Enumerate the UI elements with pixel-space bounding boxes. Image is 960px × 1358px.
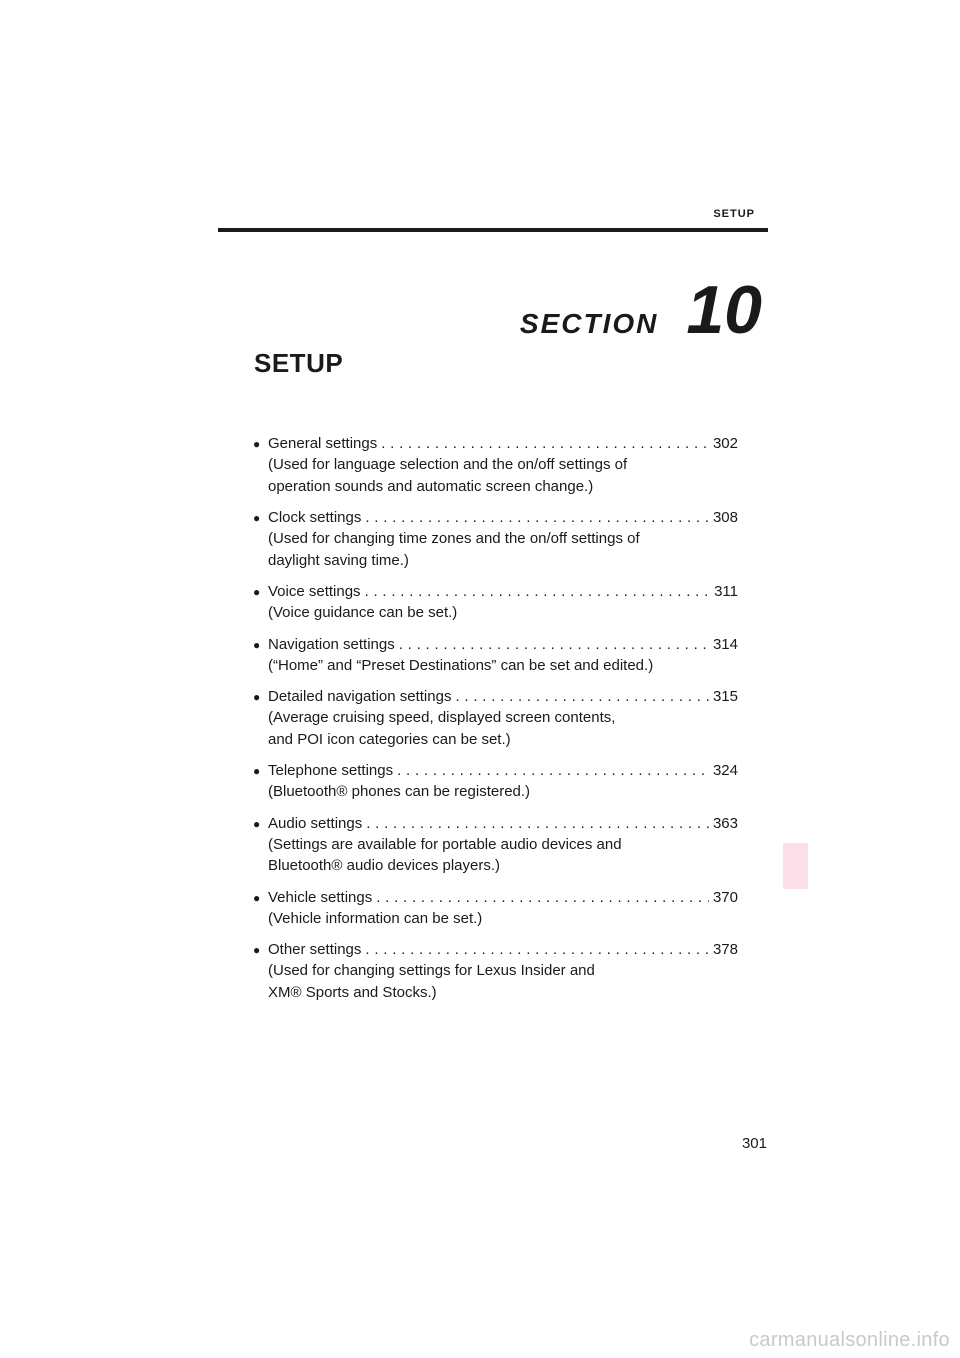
dot-leader (397, 761, 709, 781)
dot-leader (455, 687, 709, 707)
toc-entry-title: Detailed navigation settings (268, 688, 452, 705)
dot-leader (365, 582, 711, 602)
bullet-icon: ● (253, 511, 261, 525)
toc-entry (253, 940, 738, 1003)
section-thumb-tab (783, 843, 808, 889)
section-number: 10 (686, 272, 762, 348)
page-number: 301 (741, 1135, 767, 1152)
toc-entry-page: 302 (712, 435, 738, 452)
bullet-icon: ● (253, 690, 261, 704)
toc-entry-title: General settings (268, 435, 378, 452)
toc-entry-line (253, 635, 738, 655)
toc-entry-title: Audio settings (268, 814, 363, 832)
dot-leader (381, 434, 709, 454)
toc-entry-description: (Used for changing time zones and the on/off settings of daylight saving time.) (268, 530, 640, 569)
running-head: SETUP (713, 208, 755, 220)
dot-leader (365, 508, 709, 528)
toc-entry-line (253, 814, 738, 834)
toc-entry-page: 363 (712, 814, 738, 832)
dot-leader (399, 635, 709, 655)
dot-leader (365, 940, 709, 960)
toc-entry-line (253, 434, 738, 454)
section-heading (519, 272, 762, 348)
bullet-icon: ● (253, 890, 261, 905)
toc-entry-description: (Used for changing settings for Lexus Insider and XM® Sports and Stocks.) (268, 962, 595, 1001)
header-rule (218, 228, 768, 232)
toc-entry-title: Clock settings (268, 509, 362, 526)
dot-leader (376, 888, 709, 908)
table-of-contents (253, 434, 738, 1014)
toc-entry-title: Vehicle settings (268, 888, 373, 906)
toc-entry (253, 582, 738, 624)
toc-entry (253, 761, 738, 803)
toc-entry (253, 508, 738, 571)
toc-entry-description: (Vehicle information can be set.) (268, 909, 483, 927)
toc-entry-line (253, 940, 738, 960)
toc-entry-title: Navigation settings (268, 635, 395, 653)
section-label: SECTION (519, 308, 659, 339)
toc-entry-description: (Bluetooth® phones can be registered.) (268, 783, 531, 800)
toc-entry-description: (Used for language selection and the on/off settings of operation sounds and automatic screen change.) (268, 456, 628, 495)
bullet-icon: ● (253, 637, 261, 652)
toc-entry-line (253, 508, 738, 528)
toc-entry-description: (Average cruising speed, displayed screen contents, and POI icon categories can be set.) (268, 709, 616, 748)
toc-entry-line (253, 687, 738, 707)
toc-entry (253, 635, 738, 677)
toc-entry-description: (Voice guidance can be set.) (268, 604, 458, 621)
toc-entry (253, 888, 738, 930)
bullet-icon: ● (253, 764, 261, 778)
bullet-icon: ● (253, 816, 261, 831)
chapter-title: SETUP (254, 348, 344, 378)
toc-entry-page: 311 (714, 583, 738, 600)
toc-entry-description: (“Home” and “Preset Destinations” can be set and edited.) (268, 656, 654, 674)
bullet-icon: ● (253, 585, 261, 599)
toc-entry-description: (Settings are available for portable audio devices and Bluetooth® audio devices players.) (268, 835, 622, 874)
toc-entry (253, 814, 738, 877)
toc-entry-line (253, 761, 738, 781)
toc-entry-page: 315 (712, 688, 738, 705)
toc-entry-title: Other settings (268, 941, 362, 958)
bullet-icon: ● (253, 943, 261, 957)
toc-entry-page: 378 (712, 941, 738, 958)
watermark: carmanualsonline.info (749, 1329, 950, 1351)
toc-entry-line (253, 582, 738, 602)
toc-entry-page: 370 (712, 888, 738, 906)
toc-entry-title: Voice settings (268, 583, 361, 600)
dot-leader (366, 814, 709, 834)
toc-entry (253, 434, 738, 497)
toc-entry-page: 308 (712, 509, 738, 526)
toc-entry-page: 324 (712, 762, 738, 779)
bullet-icon: ● (253, 437, 261, 451)
toc-entry-line (253, 888, 738, 908)
toc-entry-title: Telephone settings (268, 762, 394, 779)
toc-entry (253, 687, 738, 750)
toc-entry-page: 314 (712, 635, 738, 653)
